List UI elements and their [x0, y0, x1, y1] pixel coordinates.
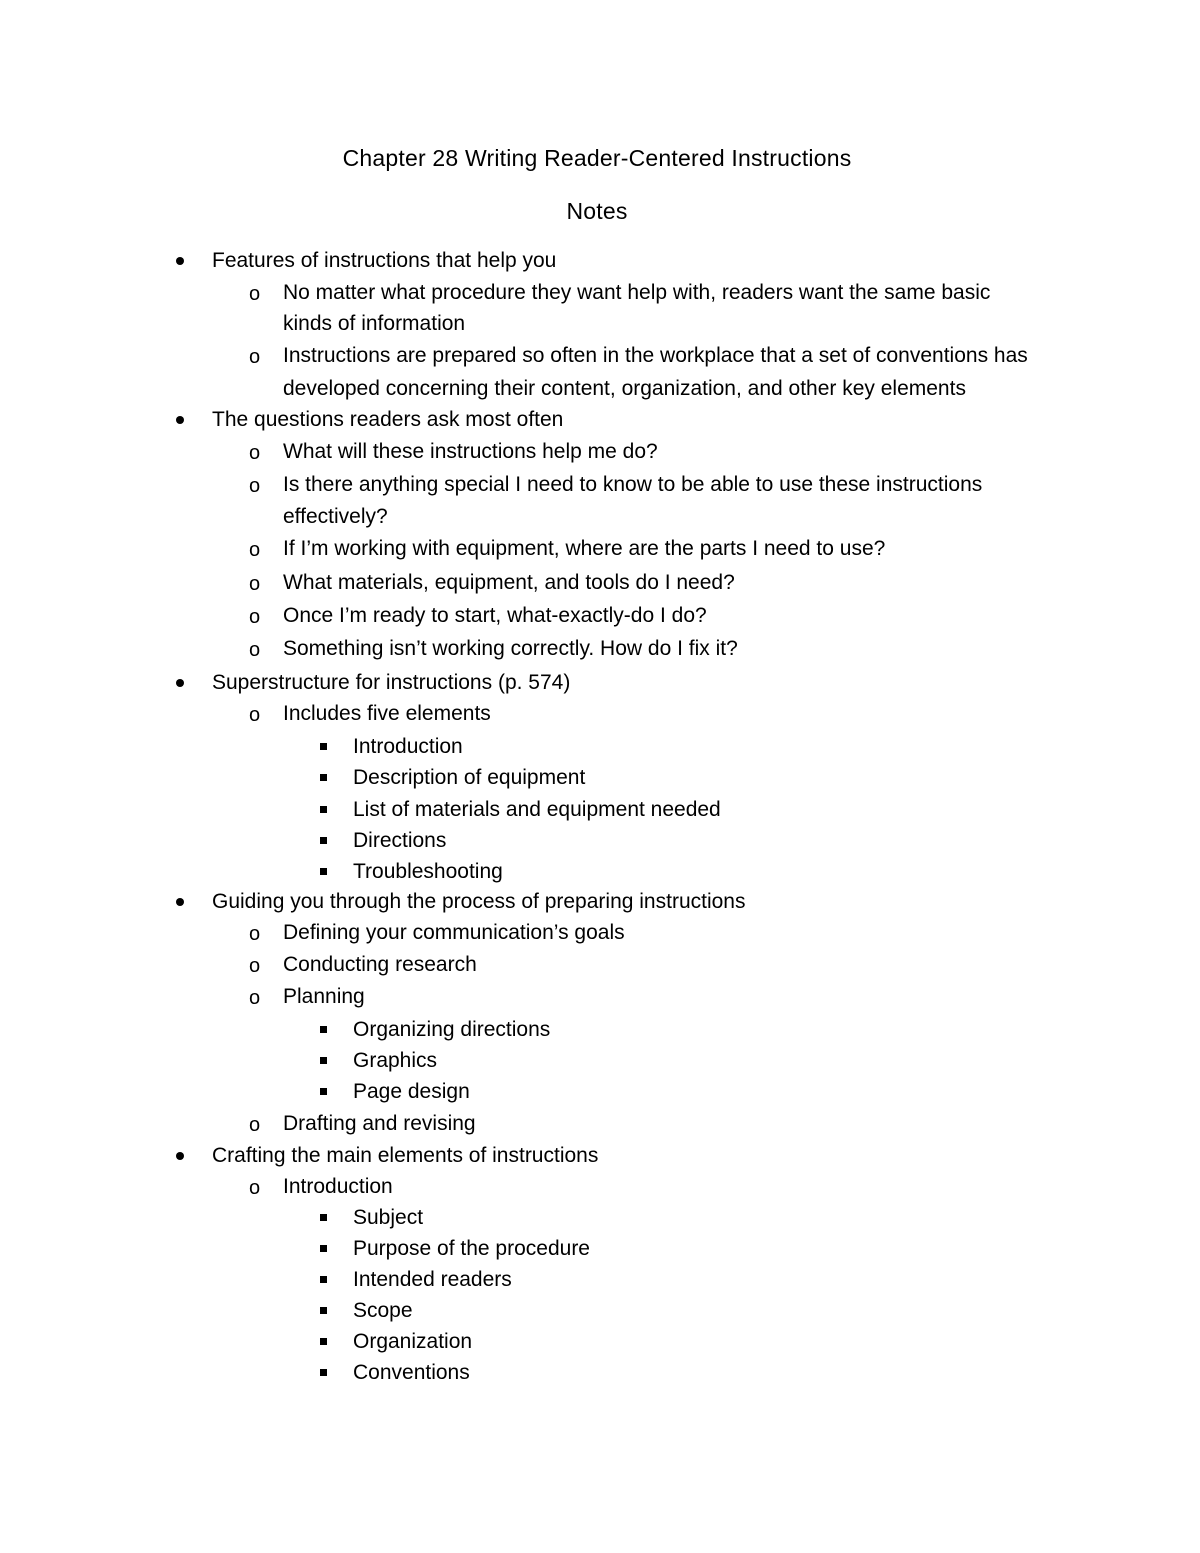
outline-item-level-2 — [283, 600, 707, 632]
outline-item-text: Is there anything special I need to know to be able to use these instructions — [283, 473, 983, 496]
outline-item-level-3 — [353, 1045, 437, 1077]
outline-item-level-2 — [283, 340, 1028, 372]
outline-item-level-2 — [283, 567, 735, 599]
bullet-disc-icon — [176, 898, 184, 906]
outline-item-text: Conventions — [353, 1361, 470, 1384]
bullet-circle-icon: o — [249, 606, 261, 628]
outline-item-level-3 — [353, 856, 503, 888]
outline-item-level-2 — [283, 949, 477, 981]
outline-item-level-3 — [353, 1233, 590, 1265]
outline-item-text: Defining your communication’s goals — [283, 921, 625, 944]
outline-item-text: Instructions are prepared so often in the workplace that a set of conventions has — [283, 344, 1028, 367]
outline-item-level-2 — [283, 1108, 476, 1140]
outline-item-text: If I’m working with equipment, where are the parts I need to use? — [283, 537, 886, 560]
outline-item-level-2 — [283, 981, 365, 1013]
bullet-circle-icon: o — [249, 442, 261, 464]
bullet-disc-icon — [176, 1152, 184, 1160]
outline-item-text: Description of equipment — [353, 766, 586, 789]
bullet-disc-icon — [176, 679, 184, 687]
outline-item-level-2 — [283, 277, 990, 309]
outline-item-text: Guiding you through the process of preparing instructions — [212, 890, 746, 913]
outline-item-text: Directions — [353, 829, 447, 852]
outline-item-text: Conducting research — [283, 953, 477, 976]
outline-item-text: developed concerning their content, organization, and other key elements — [283, 377, 966, 400]
bullet-square-icon — [320, 837, 327, 844]
outline-item-text: Scope — [353, 1299, 413, 1322]
bullet-square-icon — [320, 1307, 327, 1314]
bullet-square-icon — [320, 774, 327, 781]
bullet-square-icon — [320, 806, 327, 813]
outline-item-text: Troubleshooting — [353, 860, 503, 883]
bullet-disc-icon — [176, 257, 184, 265]
outline-item-level-3 — [353, 731, 463, 763]
outline-item-level-1 — [212, 404, 563, 436]
bullet-square-icon — [320, 1057, 327, 1064]
outline-item-text: effectively? — [283, 505, 388, 528]
bullet-square-icon — [320, 1338, 327, 1345]
outline-item-text: Planning — [283, 985, 365, 1008]
outline-item-text: What will these instructions help me do? — [283, 440, 658, 463]
bullet-circle-icon: o — [249, 283, 261, 305]
outline-item-text: kinds of information — [283, 312, 466, 335]
outline-item-text: Something isn’t working correctly. How do I fix it? — [283, 637, 738, 660]
outline-item-level-3 — [353, 762, 585, 794]
outline-item-level-1 — [212, 1140, 598, 1172]
outline-item-text: Page design — [353, 1080, 470, 1103]
bullet-square-icon — [320, 1369, 327, 1376]
outline-item-text: Introduction — [353, 735, 463, 758]
bullet-circle-icon: o — [249, 573, 261, 595]
outline-item-level-1 — [212, 667, 570, 699]
bullet-circle-icon: o — [249, 1177, 261, 1199]
outline-item-text: Features of instructions that help you — [212, 249, 557, 272]
outline-item-text: No matter what procedure they want help with, readers want the same basic — [283, 281, 991, 304]
outline-item-text: Purpose of the procedure — [353, 1237, 590, 1260]
bullet-circle-icon: o — [249, 539, 261, 561]
bullet-disc-icon — [176, 416, 184, 424]
document-subtitle: Notes — [566, 198, 628, 224]
bullet-circle-icon: o — [249, 987, 261, 1009]
document-title: Chapter 28 Writing Reader-Centered Instructions — [342, 145, 852, 171]
outline-item-text: Once I’m ready to start, what-exactly-do I do? — [283, 604, 707, 627]
bullet-square-icon — [320, 1214, 327, 1221]
outline-item-text: What materials, equipment, and tools do I need? — [283, 571, 735, 594]
outline-item-text: The questions readers ask most often — [212, 408, 564, 431]
outline-item-level-2 — [283, 373, 966, 405]
outline-item-level-2 — [283, 698, 491, 730]
outline-item-level-3 — [353, 1357, 470, 1389]
bullet-square-icon — [320, 868, 327, 875]
bullet-square-icon — [320, 1276, 327, 1283]
outline-item-text: Superstructure for instructions (p. 574) — [212, 671, 571, 694]
outline-item-level-3 — [353, 1076, 470, 1108]
bullet-square-icon — [320, 1088, 327, 1095]
bullet-circle-icon: o — [249, 704, 261, 726]
bullet-circle-icon: o — [249, 923, 261, 945]
bullet-square-icon — [320, 743, 327, 750]
outline-item-level-3 — [353, 1326, 472, 1358]
outline-item-level-2 — [283, 501, 388, 533]
outline-item-level-3 — [353, 1295, 413, 1327]
outline-item-level-2 — [283, 633, 738, 665]
outline-item-level-3 — [353, 1264, 512, 1296]
bullet-circle-icon: o — [249, 346, 261, 368]
outline-item-text: Drafting and revising — [283, 1112, 476, 1135]
outline-item-level-2 — [283, 1171, 393, 1203]
outline-item-level-2 — [283, 533, 885, 565]
outline-item-text: Intended readers — [353, 1268, 512, 1291]
bullet-circle-icon: o — [249, 1114, 261, 1136]
outline-item-level-3 — [353, 1202, 423, 1234]
outline-item-text: Introduction — [283, 1175, 393, 1198]
outline-item-level-2 — [283, 308, 465, 340]
outline-item-text: Organizing directions — [353, 1018, 551, 1041]
outline-item-level-2 — [283, 469, 982, 501]
outline-item-text: Crafting the main elements of instructions — [212, 1144, 599, 1167]
outline-item-level-1 — [212, 886, 745, 918]
outline-item-text: Graphics — [353, 1049, 438, 1072]
bullet-circle-icon: o — [249, 475, 261, 497]
outline-item-level-3 — [353, 825, 446, 857]
outline-item-level-3 — [353, 794, 721, 826]
outline-item-text: Organization — [353, 1330, 473, 1353]
outline-item-text: List of materials and equipment needed — [353, 798, 721, 821]
bullet-square-icon — [320, 1026, 327, 1033]
bullet-circle-icon: o — [249, 955, 261, 977]
outline-item-level-3 — [353, 1014, 550, 1046]
outline-item-level-1 — [212, 245, 556, 277]
bullet-square-icon — [320, 1245, 327, 1252]
outline-item-text: Includes five elements — [283, 702, 491, 725]
bullet-circle-icon: o — [249, 639, 261, 661]
outline-item-text: Subject — [353, 1206, 424, 1229]
outline-item-level-2 — [283, 436, 658, 468]
outline-item-level-2 — [283, 917, 625, 949]
